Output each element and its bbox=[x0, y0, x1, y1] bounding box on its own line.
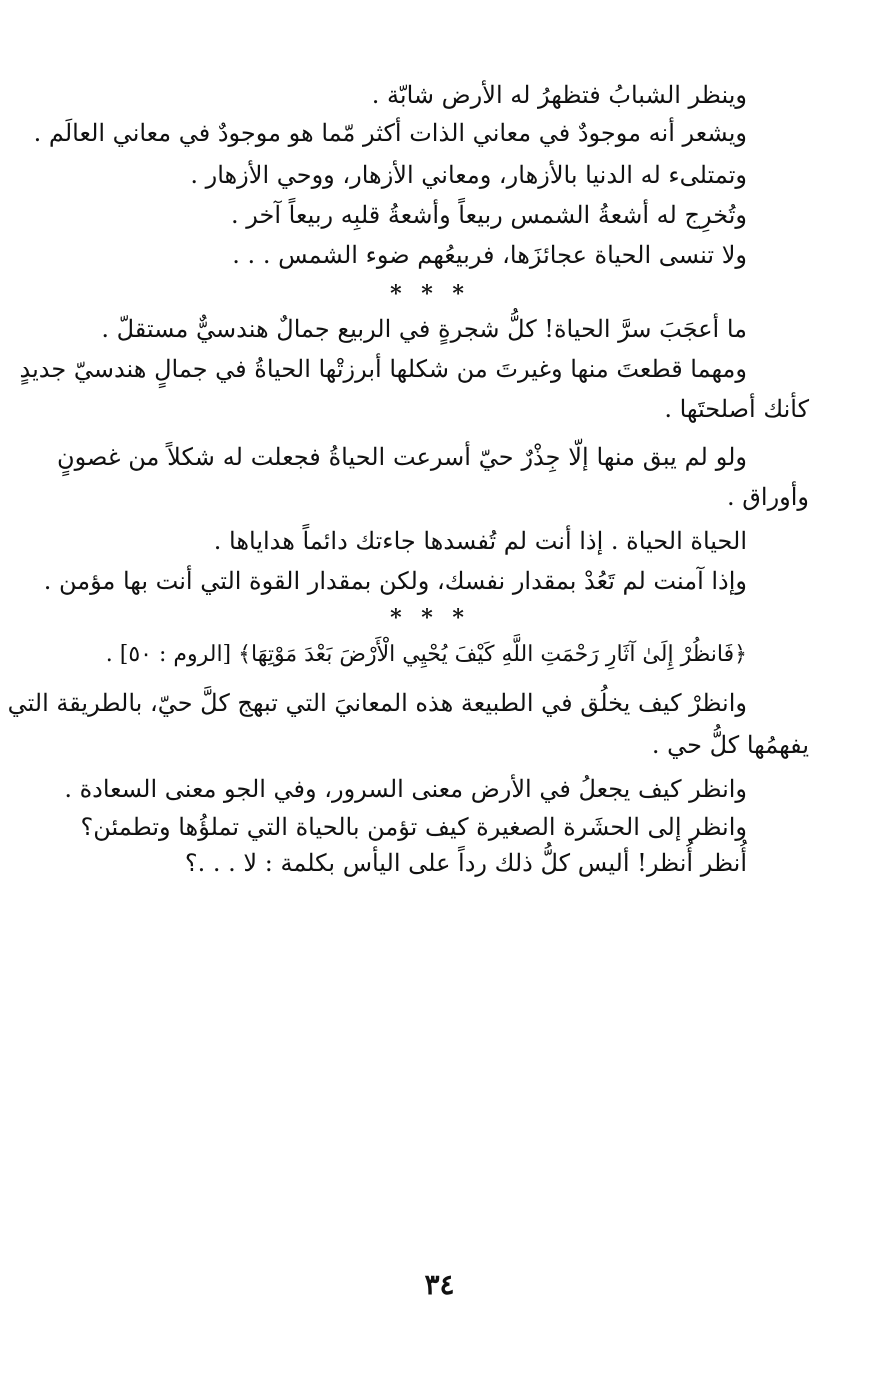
text-line: وتُخرِج له أشعةُ الشمس ربيعاً وأشعةُ قلبِه ربيعاً آخر . bbox=[231, 201, 747, 229]
text-line: ما أعجَبَ سرَّ الحياة! كلُّ شجرةٍ في الربيع جمالٌ هندسيٌّ مستقلّ . bbox=[101, 315, 747, 343]
text-line: ولا تنسى الحياة عجائزَها، فربيعُهم ضوء الشمس . . . bbox=[232, 241, 747, 269]
text-line: كأنك أصلحتَها . bbox=[664, 395, 809, 423]
section-separator: * * * bbox=[390, 281, 470, 307]
text-line: الحياة الحياة . إذا أنت لم تُفسدها جاءتك دائماً هداياها . bbox=[213, 527, 747, 555]
text-line: وينظر الشبابُ فتظهرُ له الأرض شابّة . bbox=[371, 81, 747, 109]
text-line: يفهمُها كلُّ حي . bbox=[651, 731, 809, 759]
text-line: ويشعر أنه موجودٌ في معاني الذات أكثر مّما هو موجودٌ في معاني العالَم . bbox=[33, 119, 747, 147]
page-number: ٣٤ bbox=[424, 1268, 455, 1301]
text-line: أُنظر أُنظر! أليس كلُّ ذلك رداً على اليأس بكلمة : لا . . .؟ bbox=[184, 849, 747, 877]
text-line: وانظرْ كيف يخلُق في الطبيعة هذه المعانيَ التي تبهج كلَّ حيّ، بالطريقة التي bbox=[7, 689, 747, 717]
text-line: وتمتلىء له الدنيا بالأزهار، ومعاني الأزهار، ووحي الأزهار . bbox=[190, 161, 747, 189]
section-separator: * * * bbox=[390, 605, 470, 631]
text-line: وإذا آمنت لم تَعُدْ بمقدار نفسك، ولكن بمقدار القوة التي أنت بها مؤمن . bbox=[43, 567, 747, 595]
text-line: وانظر كيف يجعلُ في الأرض معنى السرور، وفي الجو معنى السعادة . bbox=[64, 775, 747, 803]
text-line: وانظر إلى الحشَرة الصغيرة كيف تؤمن بالحياة التي تملؤُها وتطمئن؟ bbox=[80, 813, 747, 841]
text-line: ومهما قطعتَ منها وغيرتَ من شكلها أبرزتْها الحياةُ في جمالٍ هندسيّ جديدٍ bbox=[19, 355, 747, 383]
text-line: ولو لم يبق منها إلّا جِذْرٌ حيّ أسرعت الحياةُ فجعلت له شكلاً من غصونٍ bbox=[57, 443, 747, 471]
quran-verse-line: ﴿فَانظُرْ إِلَىٰ آثَارِ رَحْمَتِ اللَّهِ كَيْفَ يُحْيِي الْأَرْضَ بَعْدَ مَوْتِهَا﴾ [الروم : ٥٠] . bbox=[105, 642, 747, 667]
text-line: وأوراق . bbox=[727, 483, 809, 511]
